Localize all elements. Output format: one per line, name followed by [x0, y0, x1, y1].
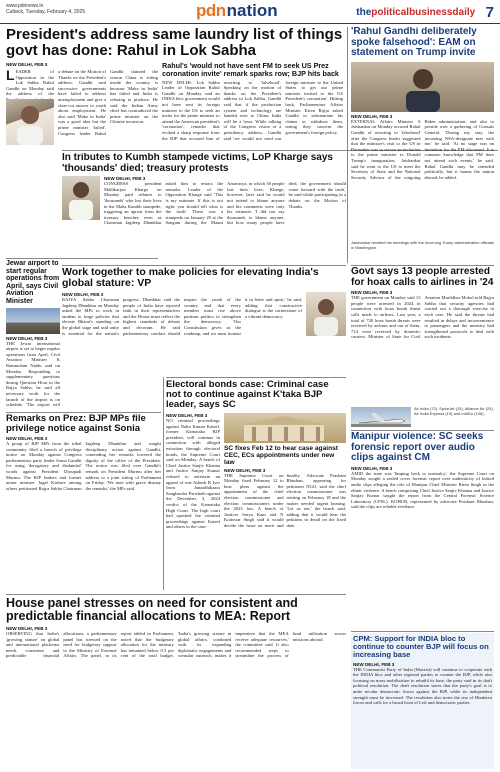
house-panel-body: OBSERVING that India's 'growing stature' on global and international platforms needs consistent and predictable financial allocations, a parliamentary panel has stressed on the need for budgetary support to the Ministry of External Affairs. The panel, in its report tabled in Parliament, noted that the budgetary allocation for the ministry has remained below 0.5 per cent of the total budget. 'India's growing stature in global affairs, combined with its expanding diplomatic engagements and consular outreach, makes it imperative that the MEA receive adequate resources,' the committee said. It also recommended steps to streamline the process of fund utilisation across missions abroad. [6, 631, 346, 659]
sidebar-headline: Rahul's 'would not have sent FM to seek US Prez coronation invite' remark sparks row; BJP hits back [162, 62, 339, 78]
aircraft-photo [351, 407, 411, 427]
website-url[interactable]: www.pdnnews.in [6, 3, 44, 9]
dropcap: L [6, 67, 15, 83]
rahul-gandhi-photo [6, 99, 54, 145]
jaishankar-headline: 'Rahul Gandhi deliberately spoke falsehood': EAM on statement on Trump invite [351, 27, 477, 59]
page-number: 7 [485, 4, 494, 22]
jewar-body: THE Jewar international airport is set to begin regular operations from April, Civil Aviation Minister K Rammohan Naidu said on Monday. Responding to supplementary questions during Question Hour in the Rajya Sabha, he said all necessary work for the launch of the airport is on schedule. 'The airport will [6, 340, 60, 408]
sc-fixes-headline: SC fixes Feb 12 to hear case against CEC, ECs appointments under new law [224, 445, 338, 467]
lead-headline: President's address same laundry list of things govt has done: Rahul in Lok Sabha [6, 26, 343, 59]
electoral-dateline: NEW DELHI, FEB 3 [166, 413, 208, 418]
story-vp [62, 267, 346, 375]
lead-body: EADER of Opposition in the Lok Sabha Rahul Gandhi on Monday said the address of the a debate on the Motion of Thanks on the President's address, Gandhi said successive governments have failed to address unemployment and give a clear-cut answer to youth about employment. He also said 'Make in India' was a good idea but the prime minister 'failed'. Congress leader Rahul Gandhi claimed the reason China is sitting inside the country is because 'Make in India' has failed and India is refusing to produce. He said the Indian Army chief has contradicted the prime minister on the Chinese incursion. [6, 69, 158, 136]
sc-fixes-body: THE Supreme Court on Monday fixed February 12 to hear pleas against the appointment of the chief election commissioner and election commissioners under the 2023 law. A bench of Justices Surya Kant and N Kotiswar Singh said it would decide the issue on merit and finality. Advocate Prashant Bhushan, appearing for petitioner NGO, said the chief election commissioner was retiring on February 18 and the matter needed urgent hearing. 'Let us see,' the bench said, adding that it would hear the petitions in detail on the fixed date. [224, 472, 346, 528]
story-house-panel [6, 597, 346, 769]
bjp-mps-body: A group of BJP MPs from the tribal community filed a breach of privilege notice on Monday against Congress parliamentary party leader Sonia Gandhi for using 'derogatory and disdainful' words against President Droupadi Murmu. The BJP leaders and former union minister Jugal Kishore among others petitioned Rajya Sabha Chairman Jagdeep Dhankhar and sought disciplinary action against Gandhi, contending her remarks lowered the dignity of the office of the President. The notice was filed over Gandhi's remark on President Murmu after her address to a joint sitting of Parliament on Friday. 'We note with grave dismay the remarks,' the MPs said. [6, 441, 161, 491]
jaishankar-body: EXTERNAL Affairs Minister S Jaishankar on Monday accused Rahul Gandhi of resorting to 'falsehood' after the Congress leader suggested that the minister's visit to the US in December was to secure an invitation to the prime minister to Donald Trump's inauguration. Jaishankar said he went to the US to meet the Secretary of State and the National Security Advisor of the outgoing Biden administration, and also to preside over a gathering of Consuls General. 'During my stay, the incoming NSA-designate met with me,' he said. 'At no stage was an invitation for the PM discussed. It is common knowledge that PM does not attend such events,' he said. Rahul Gandhi may be intended politically, but it harms the nation abroad, he added. [351, 118, 494, 180]
story-cpm [351, 633, 494, 769]
masthead-right [356, 4, 494, 22]
partner-logo: thepoliticalbusinessdaily [356, 7, 476, 19]
house-panel-dateline: NEW DELHI, FEB 3 [6, 626, 48, 631]
sc-fixes-dateline: NEW DELHI, FEB 3 [224, 467, 266, 473]
electoral-headline: Electoral bonds case: Criminal case not to continue against K'taka BJP leader, says SC [166, 380, 329, 410]
masthead [0, 0, 500, 24]
story-jaishankar [351, 27, 494, 261]
story-electoral [166, 380, 346, 590]
city-date: Cuttack, Tuesday, February 4, 2025 [6, 9, 86, 15]
house-panel-headline: House panel stresses on need for consistent and predictable financial allocations to MEA: Report [6, 597, 298, 623]
pdn-logo: pdn [196, 1, 226, 20]
story-hoax [351, 267, 494, 427]
electoral-body: NO criminal proceedings against Nalin Kumar Kateel, former Karnataka BJP president, will continue in connection with alleged extortion through electoral bonds, the Supreme Court said on Monday. A bench of Chief Justice Sanjiv Khanna and Justice Sanjay Kumar refused to entertain an appeal of one Adarsh R Iyer from Janaadhikaara Sangharsha Parishath against the December 3, 2024 verdict of the Karnataka High Court. The high court had quashed the criminal proceedings against Kateel and others in the case. [166, 418, 220, 530]
manipur-headline: Manipur violence: SC seeks forensic report over audio clips against CM [351, 432, 484, 464]
kharge-dateline: NEW DELHI, FEB 3 [104, 176, 146, 182]
person-icon [6, 99, 54, 145]
section-name: nation [226, 1, 278, 20]
jewar-photo [6, 308, 60, 334]
story-manipur [351, 432, 494, 628]
kharge-headline: In tributes to Kumbh stampede victims, LoP Kharge says 'thousands' died; treasury protests [62, 153, 333, 174]
vp-body: RAJYA Sabha Chairman Jagdeep Dhankhar on Monday asked the MPs to work in tandem to forge policies that elevate Bharat's standing on the global stage and said unity is essential for the nation's progress. Dhankhar said the people of India have reposed faith in their representatives and the House must reflect the highest standards of debate and decorum. He said parliamentary conduct should inspire the youth of the country and that every member must rise above partisan politics to strengthen the democracy. 'Our Constitution gives us the roadmap, and we must honour it in letter and spirit,' he said, adding that constructive dialogue is the cornerstone of a vibrant democracy. [62, 297, 302, 336]
jaishankar-caption: Jaishankar recalled his meetings with the incoming Trump administration officials in Washington. [351, 239, 494, 250]
masthead-info [6, 3, 85, 15]
jaishankar-photo [351, 62, 494, 112]
hoax-dateline: NEW DELHI, FEB 3 [351, 290, 393, 296]
jewar-dateline: NEW DELHI, FEB 3 [6, 335, 48, 341]
bjp-mps-headline: Remarks on Prez: BJP MPs file privilege notice against Sonia [6, 414, 146, 434]
kharge-photo [62, 176, 100, 220]
dhankhar-photo [306, 292, 346, 336]
airplane-icon [351, 407, 411, 427]
hoax-caption: Air India (72), SpiceJet (15), Alliance Air (25), Air India Express (19) and IndiGo (146). [414, 406, 494, 416]
person-icon [62, 176, 100, 220]
supreme-court-photo [224, 413, 346, 443]
lead-dateline: NEW DELHI, FEB 3 [6, 62, 48, 67]
hoax-body: THE government on Monday said 13 people were arrested in 2024 in connection with hoax bomb threat calls made to airlines. Last year, a total of 728 hoax bomb threats were received by airlines and out of them, 714 were received by domestic carriers. Minister of State for Civil Aviation Murlidhar Mohol told Rajya Sabha that security agencies had carried out a thorough exercise in each case. He said the threats had resulted in delays and inconvenience to passengers and the ministry had strengthened protocols to deal with such incidents. [351, 295, 494, 340]
cpm-body: THE Communist Party of India (Marxist) will continue to cooperate with the INDIA bloc and other regional parties to counter the BJP, while also focusing on mass mobilisation to rebuild its base, the party said in its draft political resolution. The draft resolution states that the party's goal is to unite secular democratic forces against the BJP, while its independent strength must be increased. The resolution also notes the rise of Hindutva forces and calls for a broad front of Left and democratic parties. [353, 666, 492, 706]
vp-dateline: NEW DELHI, FEB 3 [62, 292, 104, 297]
court-building-icon [224, 413, 344, 443]
kharge-body: CONGRESS president Mallikarjun Kharge on Monday paid tributes to 'thousands' who lost their lives in the Maha Kumbh stampede, triggering an uproar from the treasury benches even as Chairman Jagdeep Dhankhar asked him to retract the remarks. Leader of the Opposition Kharge said 'This is my estimate. If this is not right, you should tell what is the truth'. There was a stampede on January 29 at the Sangam during the Mauni Amavasya, in which 30 people lost their lives. Kharge, however, later said he would not intend to blame anyone and his comments were only his estimate. 'I did not say thousands to blame anyone, but how many people have died, the government should come forward with the truth,' he said while participating in a debate on the Motion of Thanks. [104, 181, 346, 226]
sidebar-body: NEW DELHI: Lok Sabha Leader of Opposition Rahul Gandhi on Monday said an INDIA bloc government would not have sent its foreign minister to the US to seek an invite for the prime minister to attend the American president's 'coronation', remarks that evoked a sharp response from the BJP that accused him of resorting to 'falsehood'. Speaking on the motion of thanks on the President's address in Lok Sabha, Gandhi said that if the production system and technology are handed over to China, India will be a loser. While talking of the Congress vision of a presidency address, Gandhi said 'we would not send our foreign minister to the United States to get our prime minister invited to the US President's coronation'. Hitting back, Parliamentary Affairs Minister Kiren Rijiju asked Gandhi to substantiate his claims or withdraw them, noting they concern the government's foreign policy. [162, 79, 343, 141]
cpm-dateline: NEW DELHI, FEB 3 [353, 661, 395, 667]
jewar-headline: Jewar airport to start regular operations from April, says Civil Aviation Minister [6, 260, 60, 305]
person-icon [351, 62, 494, 112]
story-jewar [6, 260, 60, 408]
cpm-headline: CPM: Support for INDIA bloc to continue to counter BJP will focus on increasing base [353, 634, 489, 660]
sidebar-rahul-us [162, 62, 343, 150]
manipur-body: AMID the state was 'limping back to normalcy', the Supreme Court on Monday sought a sealed cover forensic report over authenticity of leaked audio clips alleging the role of Manipur Chief Minister Biren Singh in the ethnic violence. A bench comprising Chief Justice Sanjiv Khanna and Justice Sanjay Kumar sought the report from the Central Forensic Science Laboratory (CFSL). KOHUR, represented by advocate Prashant Bhushan, said the clips are reliable evidence. [351, 470, 494, 510]
vp-headline: Work together to make policies for elevating India's global stature: VP [62, 267, 319, 289]
bjp-mps-dateline: NEW DELHI, FEB 3 [6, 436, 48, 441]
story-bjp-mps [6, 414, 161, 590]
masthead-logo [196, 1, 278, 21]
person-icon [306, 292, 346, 336]
hoax-headline: Govt says 13 people arrested for hoax calls to airlines in '24 [351, 267, 494, 288]
story-kharge [62, 153, 346, 263]
manipur-dateline: NEW DELHI, FEB 3 [351, 465, 393, 471]
jaishankar-dateline: NEW DELHI, FEB 3 [351, 113, 393, 119]
